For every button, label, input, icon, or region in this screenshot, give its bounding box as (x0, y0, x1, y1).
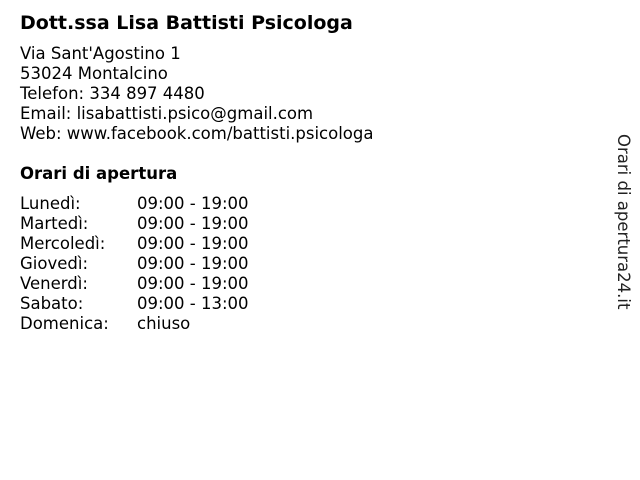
day-label: Martedì: (20, 214, 89, 233)
day-hours: 09:00 - 13:00 (137, 294, 249, 313)
day-label: Mercoledì: (20, 234, 106, 253)
day-label: Lunedì: (20, 194, 81, 213)
day-hours: 09:00 - 19:00 (137, 234, 249, 253)
website: Web: www.facebook.com/battisti.psicologa (20, 124, 374, 143)
contact-block (20, 44, 374, 144)
day-label: Domenica: (20, 314, 109, 333)
day-hours: 09:00 - 19:00 (137, 194, 249, 213)
city-address: 53024 Montalcino (20, 64, 168, 83)
site-watermark (612, 134, 634, 310)
street-address: Via Sant'Agostino 1 (20, 44, 181, 63)
opening-hours-heading: Orari di apertura (20, 164, 178, 183)
business-name: Dott.ssa Lisa Battisti Psicologa (20, 12, 353, 34)
phone-number: Telefon: 334 897 4480 (20, 84, 205, 103)
site-watermark-text: Orari di apertura24.it (614, 134, 633, 310)
day-hours: 09:00 - 19:00 (137, 214, 249, 233)
day-hours: chiuso (137, 314, 191, 333)
day-hours: 09:00 - 19:00 (137, 254, 249, 273)
day-hours: 09:00 - 19:00 (137, 274, 249, 293)
email-address: Email: lisabattisti.psico@gmail.com (20, 104, 314, 123)
day-label: Giovedì: (20, 254, 88, 273)
day-label: Venerdì: (20, 274, 88, 293)
day-label: Sabato: (20, 294, 84, 313)
